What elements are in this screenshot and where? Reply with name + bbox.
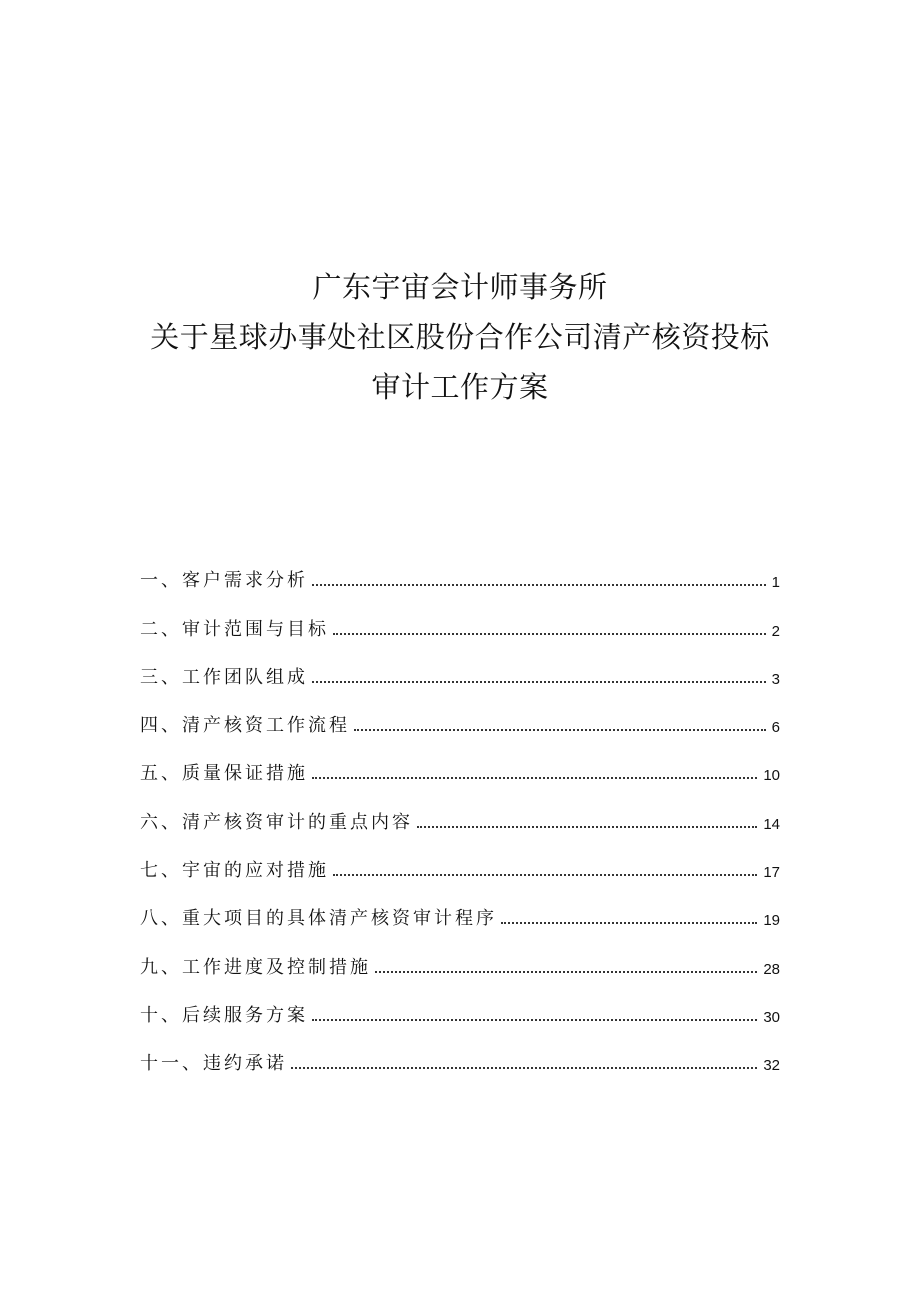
toc-entry-11[interactable]: [140, 1035, 780, 1083]
toc-dot-leader: [312, 680, 766, 683]
toc-entry-4[interactable]: [140, 697, 780, 745]
toc-entry-6[interactable]: [140, 793, 780, 841]
document-title: [0, 262, 920, 412]
toc-entry-3[interactable]: [140, 649, 780, 697]
toc-dot-leader: [291, 1066, 757, 1069]
toc-entry-9[interactable]: [140, 938, 780, 986]
toc-entry-5[interactable]: [140, 745, 780, 793]
toc-entry-7[interactable]: [140, 842, 780, 890]
toc-entry-8[interactable]: [140, 890, 780, 938]
toc-entry-label: 九、工作进度及控制措施: [140, 956, 371, 978]
toc-dot-leader: [354, 728, 766, 731]
toc-entry-label: 五、质量保证措施: [140, 763, 308, 785]
toc-entry-2[interactable]: [140, 600, 780, 648]
toc-page-number: 10: [763, 767, 780, 785]
toc-dot-leader: [375, 970, 757, 973]
toc-page-number: 1: [771, 574, 780, 592]
toc-entry-label: 二、审计范围与目标: [140, 618, 329, 640]
table-of-contents: [140, 552, 780, 1083]
toc-page-number: 6: [771, 719, 780, 737]
toc-entry-1[interactable]: [140, 552, 780, 600]
toc-page-number: 3: [771, 670, 780, 688]
toc-entry-label: 七、宇宙的应对措施: [140, 860, 329, 882]
toc-entry-label: 十一、违约承诺: [140, 1053, 287, 1075]
toc-page-number: 28: [763, 960, 780, 978]
toc-page-number: 2: [771, 622, 780, 640]
title-subject: 关于星球办事处社区股份合作公司清产核资投标: [150, 320, 770, 354]
toc-dot-leader: [312, 1018, 757, 1021]
toc-dot-leader: [501, 921, 757, 924]
toc-dot-leader: [333, 873, 757, 876]
toc-entry-label: 十、后续服务方案: [140, 1004, 308, 1026]
toc-page-number: 17: [763, 864, 780, 882]
toc-dot-leader: [417, 825, 757, 828]
toc-entry-label: 八、重大项目的具体清产核资审计程序: [140, 908, 497, 930]
title-plan: 审计工作方案: [371, 370, 549, 404]
toc-page-number: 32: [763, 1057, 780, 1075]
toc-entry-label: 三、工作团队组成: [140, 666, 308, 688]
toc-entry-label: 六、清产核资审计的重点内容: [140, 811, 413, 833]
toc-page-number: 19: [763, 912, 780, 930]
toc-dot-leader: [312, 583, 766, 586]
toc-dot-leader: [333, 632, 766, 635]
toc-entry-10[interactable]: [140, 987, 780, 1035]
toc-dot-leader: [312, 776, 757, 779]
toc-page-number: 30: [763, 1008, 780, 1026]
title-firm-name: 广东宇宙会计师事务所: [312, 270, 608, 304]
toc-entry-label: 四、清产核资工作流程: [140, 715, 350, 737]
toc-entry-label: 一、客户需求分析: [140, 570, 308, 592]
toc-page-number: 14: [763, 815, 780, 833]
